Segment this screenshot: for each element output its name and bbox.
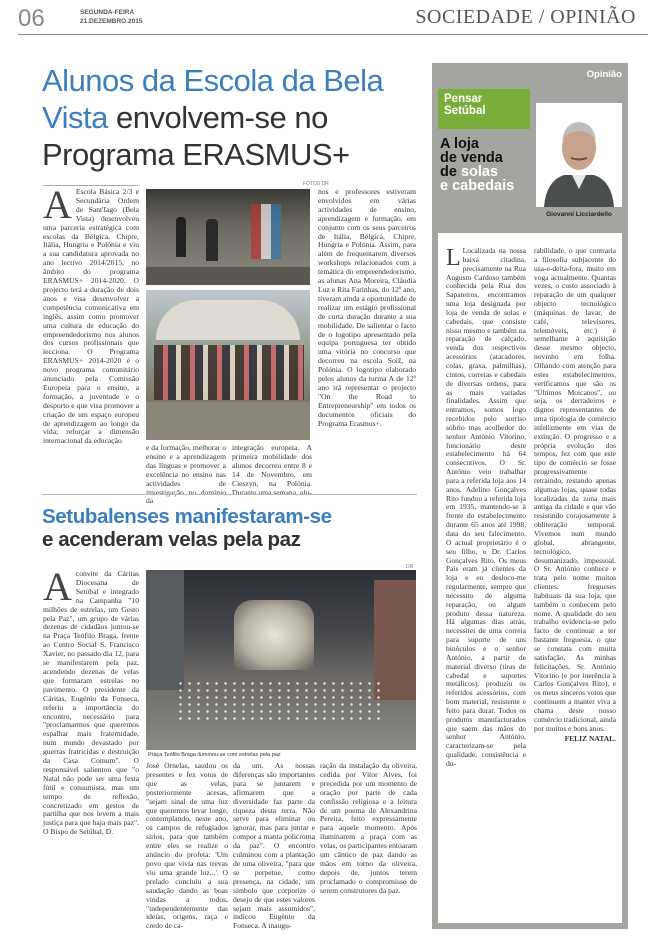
section-title: SOCIEDADE / OPINIÃO: [415, 6, 636, 28]
article2-title: [42, 505, 422, 551]
header-date: 21.DEZEMBRO.2015: [80, 18, 143, 25]
article1-col1-text: Escola Básica 2/3 e Secundária Ordem de Sant'Iago (Bela Vista) desenvolveu uma parceria estratégica com escolas da Bélgica, Chipre, Itália, Hungria e Polónia e viu a sua candidatura aprovada no ano lectivo 2014/2015, no âmbito do programa ERASMUS+ 2014-2020. O projecto terá a duração de dois anos e visa desenvolver a competência comunicativa em inglês, assim como promover uma cultura de educação do empreendedorismo nos alunos dos cursos profissionais que lecciona. O Programa ERASMUS+ 2014-2020 é o novo programa comunitário anunciado pela Comissão Europeia para o ensino, a formação, a juventude e o desporto e que visa promover a criação de um espaço europeu de aprendizagem ao longo da vida; reforçar a dimensão internacional da educação: [43, 187, 139, 446]
article2-caption: Praça Teófilo Braga iluminou-se com estrelas pela paz: [148, 752, 281, 758]
opinion-col1-text: Localizada na nossa baixa citadina, precisamente na Rua Augusto Cardoso também conhecida pela Rua dos Sapateiros, encontramos uma loja designada por loja de venda de solas e cabedais, que consiste nisso mesmo e também na reparação de calçado, venda dos respectivos acessórios (atacadores, colas, graxa, palmilhas), cintos, correias e cabedais de diversas ordens, para as mais variadas finalidades. Assim que entramos, somos logo recebidos pelo sorriso sóbrio mas acolhedor do senhor António Vitorino, funcionário deste estabelecimento há 64 consecutivos. O Sr. António veio trabalhar para a referida loja aos 14 anos. Adelino Gonçalves Rito fundou a referida loja em 1935, mantendo-se à frente do estabelecimento durante 65 anos até 1998, data do seu falecimento. O actual proprietário é o seu filho, o Dr. Carlos Gonçalves Rito. Os meus Pais eram já clientes da loja e eu desloco-me regularmente, sempre que necessito de alguma reparação, ou algum produto dessa natureza. Há algumas dias atrás, necessitei de uma correia para suporte de uns binóculos e o senhor António, a partir de material diverso (tiras de cabedal e suportes metálicos), produziu os referidos acessórios, com bom material, resistente e feito para durar. Todos os produtos manufacturados que saem das mãos do senhor António, caracterizam-se pela qualidade, consistência e du-: [446, 246, 526, 768]
opinion-headline: [440, 137, 535, 193]
article2-col3: da um. As nossas diferenças são importantes para se juntarem e afirmarem que a diversidade faz parte da riqueza desta terra. Não serve para eliminar ou ignorar, mas para juntar e compor a manta policroma da paz". O encontro culminou com a plantação de uma oliveira, "para que se perpetue, como presença, na cidade, um símbolo que corporize o desejo de que estes valores sejam mais assumidos", indicou Eugénio da Fonseca. A inaugu-: [233, 761, 315, 931]
opinion-column-box: [438, 89, 530, 129]
headline-part-5: e cabedais: [440, 178, 515, 194]
article2-photo: [146, 570, 416, 750]
article1-photo-top: [146, 189, 310, 285]
article2-col1: [43, 564, 139, 915]
headline-part-2: de venda: [440, 150, 503, 166]
opinion-text-area: [438, 233, 622, 923]
article2-title-line1: Setubalenses manifestaram-se: [42, 505, 332, 528]
opinion-label: Opinião: [586, 69, 622, 80]
opinion-col2-text: rabilidade, o que contraria a filosofia subjacente do usa-e-deita-fora, muito em voga actualmente. Quantas vezes, o custo associado à reparação de um qualquer objecto tecnológico (máquinas de lavar, de café, televisores, telemóveis, etc.) é semelhante à aquisição desse mesmo objecto, novinho em folha. Olhando com atenção para estes estabelecimentos, verificamos que são os "Últimos Moicanos", ou seja, os derradeiros e dignos representantes de uma tipologia de comércio infelizmente em vias de extinção. O progresso e a própria evolução dos tempos, fez com que este tipo de comércio se fosse progressivamente retraindo, restando apenas algumas lojas, quase todas localizadas da zona mais antiga da cidade e que vão resistindo corajosamente à obliteração temporal. Vivemos num mundo global, abrangente, tecnológico, desumanizado, impessoal. O Sr. António conhece e trata pelo nome muitos clientes, fregueses habituais da sua loja, que também o conhecem pelo nome. A qualidade do seu trabalho evidencia-se pelo facto de continuar a ter bastante freguesia, o que se constata com muita satisfação. As minhas felicitações, Sr. António Vitorino (e por inerência à Carlos Gonçalves Rito), e os meus sinceros votos que continuem a manter viva a chama deste nosso comércio tradicional, ainda por muitos e bons anos.: [534, 246, 616, 733]
article2-rule: [42, 494, 417, 495]
header-weekday: SEGUNDA-FEIRA: [80, 9, 135, 16]
headline-part-3: de solas: [440, 164, 499, 180]
article2-col2: José Ornelas, saudou os presentes e fez votos de que as velas, posteriormente acesas, "sejam sinal de uma luz que queremos levar longe, contemplando, neste ano, os campos de refugiados sírios, para que também entre eles se realize o anúncio do profeta: 'Um povo que vivia nas trevas viu uma grande luz...'. O prelado concluiu a sua saudação dando as boas vindas a todos, "independentemente das ideias, origens, raça e credo de ca-: [146, 761, 228, 931]
opinion-column-title: Pensar Setúbal: [444, 93, 486, 117]
article1-dropcap: A: [43, 182, 72, 227]
page-number: 06: [18, 5, 45, 32]
opinion-col1: [446, 247, 526, 915]
article1-title-line3: Programa ERASMUS+: [42, 137, 350, 172]
opinion-signoff: FELIZ NATAL.: [564, 734, 616, 744]
article2-col1-text: convite da Cáritas Diocesana de Setúbal e integrado na Campanha "10 milhões de estrelas, um Gesto pela Paz", um grupo de várias dezenas de cidadãos juntou-se na Praça Teófilo Braga, frente ao Centro Social S. Francisco Xavier, no passado dia 12, para se manifestarem pela paz, acendendo dezenas de velas que formaram estrelas no pavimento. O presidente da Cáritas, Eugénio da Fonseca, referiu a importância do encontro, necessário para "proclamarmos que queremos espalhar mais fraternidade, num mundo devastado por guerras fratricidas e destruição da Casa Comum". O responsável salientou que "o Natal não pode ser uma festa fútil e consumista, mas um tempo de reflexão, concretizado em gestos de partilha que nos levem a mais justiça para que haja mais paz". O Bispo de Setúbal, D.: [43, 569, 139, 837]
opinion-dropcap: L: [446, 245, 461, 271]
article1-title-line2: [42, 99, 442, 136]
opinion-col2: [534, 247, 616, 915]
article1-col1: [43, 182, 139, 453]
article1-title-line2b: envolvem-se no: [115, 100, 328, 135]
header-rule: [18, 34, 648, 35]
article1-photo-credit: FOTOS DR: [303, 181, 329, 187]
opinion-panel: [432, 63, 628, 929]
article2-photo-credit: DR: [406, 564, 414, 570]
article2-title-line2: e acenderam velas pela paz: [42, 528, 301, 551]
article2-col4: ração da instalação da oliveira, cedida por Vítor Alves, foi precedida por um momento de oração por parte de cada confissão religiosa e a leitura de um poema de Alexandrina Pereira, feito expressamente para aquele momento. Após iluminarem a praça com as velas, os participantes entoaram um cântico de paz dando as mãos em torno da oliveira, depois de, juntos terem proclamado o compromisso de serem construtores da paz.: [320, 761, 417, 895]
headline-part-1: A loja: [440, 136, 479, 152]
author-photo: [536, 103, 622, 207]
article1-col3: integração europeia. A primeira mobilidade dos alunos decorreu entre 8 e 14 de Novembro, em Cieszyn, na Polónia. Durante uma semana, alu-: [232, 443, 312, 497]
headline-highlight-solas: solas: [460, 164, 499, 180]
article1-title: [42, 62, 442, 173]
article1-photo-group: [146, 290, 310, 440]
article1-title-line2a: Vista: [42, 100, 108, 135]
article1-title-line1: Alunos da Escola da Bela: [42, 63, 384, 98]
author-name: Giovanni Licciardello: [546, 211, 612, 218]
article1-col2: e da formação, melhorar o ensino e a aprendizagem das línguas e promover a excelência no ensino nas actividades de investigação no domínio da: [146, 443, 226, 506]
author-portrait-icon: [536, 103, 622, 207]
article1-col4: nos e professores estiveram envolvidos em várias actividades de ensino, aprendizagem e formação, em conjunto com os seus parceiros de Itália, Bélgica, Chipre, Hungria e Polónia. Assim, para além de frequentarem diversos workshops relacionados com a temática do empreendedorismo, as alunas Ana Moreira, Cláudia Luz e Rita Farinhas, do 12º ano, tiveram ainda a oportunidade de realizar um estágio profissional de curta duração durante a sua mobilidade. De salientar o facto de o logotipo apresentado pela equipa portuguesa ter obtido uma vitória no concurso que decorreu na escola Soiž, na Polónia. O logotipo elaborado pelos alunos da turma A de 12º ano irá representar o projecto "On the Road to Entrepreneurship" em todos os documentos oficiais do Programa Erasmus+.: [318, 187, 416, 428]
article2-dropcap: A: [43, 564, 72, 609]
